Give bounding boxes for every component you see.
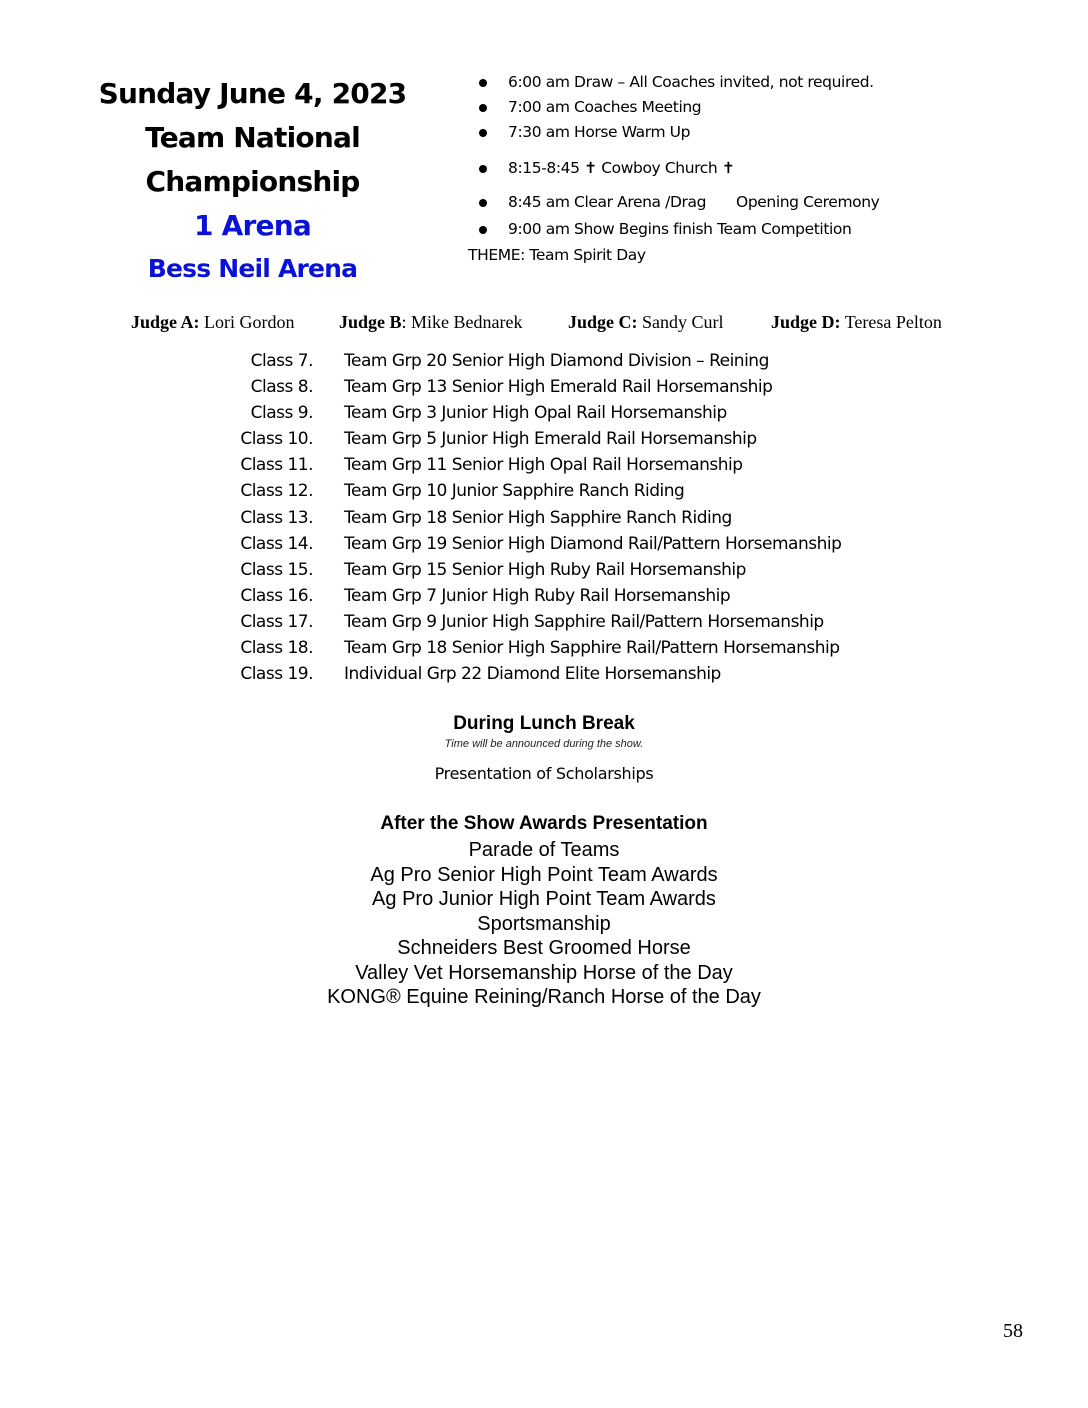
page-number: 58	[1003, 1320, 1023, 1342]
arena-name: Bess Neil Arena	[147, 254, 358, 283]
class-description: Team Grp 18 Senior High Sapphire Rail/Pattern Horsemanship	[344, 638, 840, 659]
judge-label: Judge C:	[568, 312, 638, 332]
class-number: Class 19.	[240, 664, 313, 685]
class-number: Class 7.	[250, 351, 313, 371]
schedule-item-text	[508, 193, 879, 211]
judge-b	[339, 312, 523, 333]
award-item: Ag Pro Junior High Point Team Awards	[372, 888, 716, 910]
class-number: Class 12.	[240, 481, 313, 502]
judge-label: Judge A:	[131, 312, 200, 332]
bullet-icon	[479, 165, 487, 173]
lunch-break-note: Time will be announced during the show.	[444, 738, 644, 750]
arena-count: 1 Arena	[194, 209, 311, 242]
bullet-icon	[479, 104, 487, 112]
class-row	[0, 377, 1088, 403]
judge-c	[568, 312, 724, 333]
class-description: Individual Grp 22 Diamond Elite Horsemanship	[344, 664, 721, 685]
class-description: Team Grp 7 Junior High Ruby Rail Horsemanship	[344, 585, 731, 606]
class-row	[0, 508, 1088, 534]
schedule-item-text: 7:00 am Coaches Meeting	[508, 98, 702, 116]
awards-list	[0, 838, 1088, 1010]
schedule-item-extra: Opening Ceremony	[736, 193, 880, 211]
class-row	[0, 638, 1088, 664]
class-description: Team Grp 11 Senior High Opal Rail Horsemanship	[344, 455, 743, 476]
schedule-item-text: 7:30 am Horse Warm Up	[508, 123, 691, 141]
class-row	[0, 429, 1088, 455]
judge-name: Sandy Curl	[637, 312, 724, 332]
class-number: Class 8.	[250, 377, 313, 398]
title-block	[90, 72, 415, 290]
award-item: Schneiders Best Groomed Horse	[397, 937, 691, 959]
class-description: Team Grp 5 Junior High Emerald Rail Horsemanship	[344, 429, 757, 450]
award-item: Parade of Teams	[468, 839, 620, 861]
award-item: Valley Vet Horsemanship Horse of the Day	[355, 961, 733, 984]
schedule-item-main: 8:45 am Clear Arena /Drag	[508, 193, 707, 211]
judge-d	[771, 312, 942, 333]
class-description: Team Grp 3 Junior High Opal Rail Horsemanship	[344, 403, 727, 424]
class-row	[0, 351, 1088, 377]
class-number: Class 9.	[250, 403, 313, 424]
award-item: KONG® Equine Reining/Ranch Horse of the Day	[327, 986, 761, 1008]
class-number: Class 15.	[240, 559, 313, 580]
judge-a	[131, 312, 295, 333]
bullet-icon	[479, 79, 487, 87]
class-row	[0, 560, 1088, 586]
class-description: Team Grp 10 Junior Sapphire Ranch Riding	[344, 481, 685, 502]
class-row	[0, 664, 1088, 690]
bullet-icon	[479, 129, 487, 137]
schedule-item-text: 6:00 am Draw – All Coaches invited, not required.	[508, 73, 874, 91]
class-description: Team Grp 20 Senior High Diamond Division – Reining	[344, 351, 769, 371]
class-number: Class 13.	[240, 507, 313, 528]
schedule-item-text: 9:00 am Show Begins finish Team Competition	[508, 220, 852, 238]
award-item: Sportsmanship	[477, 912, 611, 935]
class-description: Team Grp 15 Senior High Ruby Rail Horsemanship	[344, 559, 746, 580]
class-number: Class 10.	[240, 429, 313, 450]
judge-name: Lori Gordon	[199, 312, 295, 332]
class-description: Team Grp 18 Senior High Sapphire Ranch Riding	[344, 507, 732, 528]
class-description: Team Grp 13 Senior High Emerald Rail Horsemanship	[344, 377, 773, 398]
event-date: Sunday June 4, 2023	[98, 77, 407, 110]
award-item: Ag Pro Senior High Point Team Awards	[370, 863, 718, 886]
class-list	[0, 351, 1088, 690]
event-title-line-1: Team National	[145, 121, 360, 154]
bullet-icon	[479, 199, 487, 207]
scholarship-presentation: Presentation of Scholarships	[434, 764, 654, 783]
class-description: Team Grp 9 Junior High Sapphire Rail/Pattern Horsemanship	[344, 611, 824, 632]
judge-name: Teresa Pelton	[840, 312, 942, 332]
judge-label: Judge B	[339, 312, 402, 332]
judge-name: : Mike Bednarek	[401, 312, 523, 332]
lunch-break-heading: During Lunch Break	[453, 713, 635, 734]
class-row	[0, 612, 1088, 638]
bullet-icon	[479, 226, 487, 234]
class-number: Class 11.	[240, 455, 313, 476]
class-row	[0, 481, 1088, 507]
class-row	[0, 586, 1088, 612]
theme-text: THEME: Team Spirit Day	[468, 246, 646, 264]
awards-heading: After the Show Awards Presentation	[380, 813, 708, 834]
class-number: Class 18.	[240, 638, 313, 659]
schedule-item-text: 8:15-8:45 ✝ Cowboy Church ✝	[508, 159, 735, 177]
class-row	[0, 455, 1088, 481]
class-number: Class 17.	[240, 611, 313, 632]
class-row	[0, 403, 1088, 429]
judge-label: Judge D:	[771, 312, 841, 332]
class-number: Class 16.	[240, 585, 313, 606]
class-row	[0, 534, 1088, 560]
class-number: Class 14.	[240, 533, 313, 554]
class-description: Team Grp 19 Senior High Diamond Rail/Pattern Horsemanship	[344, 533, 842, 554]
event-title-line-2: Championship	[145, 165, 360, 198]
